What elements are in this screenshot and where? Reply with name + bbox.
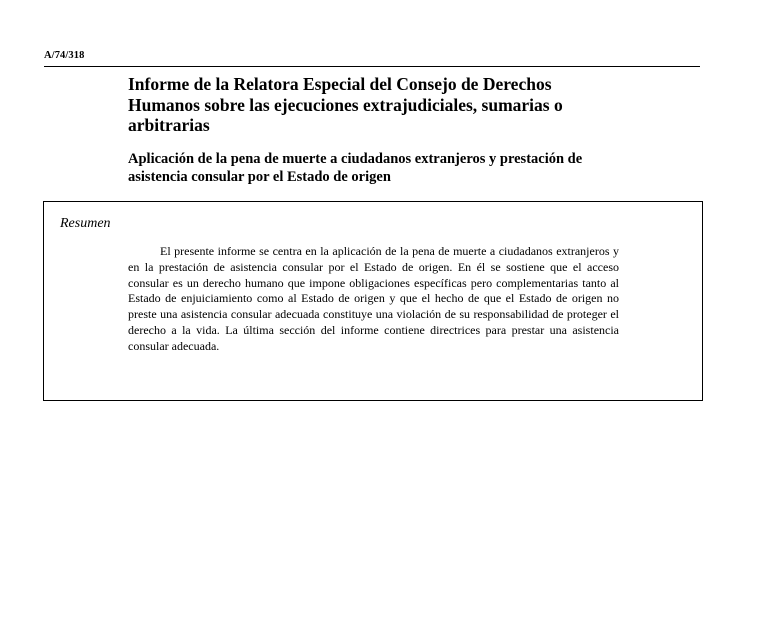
summary-box bbox=[43, 201, 703, 401]
document-subtitle: Aplicación de la pena de muerte a ciudadanos extranjeros y prestación de asistencia consular por el Estado de origen bbox=[128, 151, 583, 185]
header-rule bbox=[44, 66, 700, 67]
summary-heading: Resumen bbox=[60, 216, 111, 231]
summary-text: El presente informe se centra en la aplicación de la pena de muerte a ciudadanos extranjeros y en la prestación de asistencia consular por el Estado de origen. En él se sostiene que el acceso consular es un derecho humano que impone obligaciones específicas pero complementarias tanto al Estado de enjuiciamiento como al Estado de origen y que el hecho de que el Estado de origen no preste una asistencia consular adecuada constituye una violación de su responsabilidad de proteger el derecho a la vida. La última sección del informe contiene directrices para prestar una asistencia consular adecuada. bbox=[128, 244, 619, 353]
document-title: Informe de la Relatora Especial del Consejo de Derechos Humanos sobre las ejecuciones extrajudiciales, sumarias o arbitrarias bbox=[128, 74, 563, 135]
document-symbol: A/74/318 bbox=[44, 50, 85, 61]
